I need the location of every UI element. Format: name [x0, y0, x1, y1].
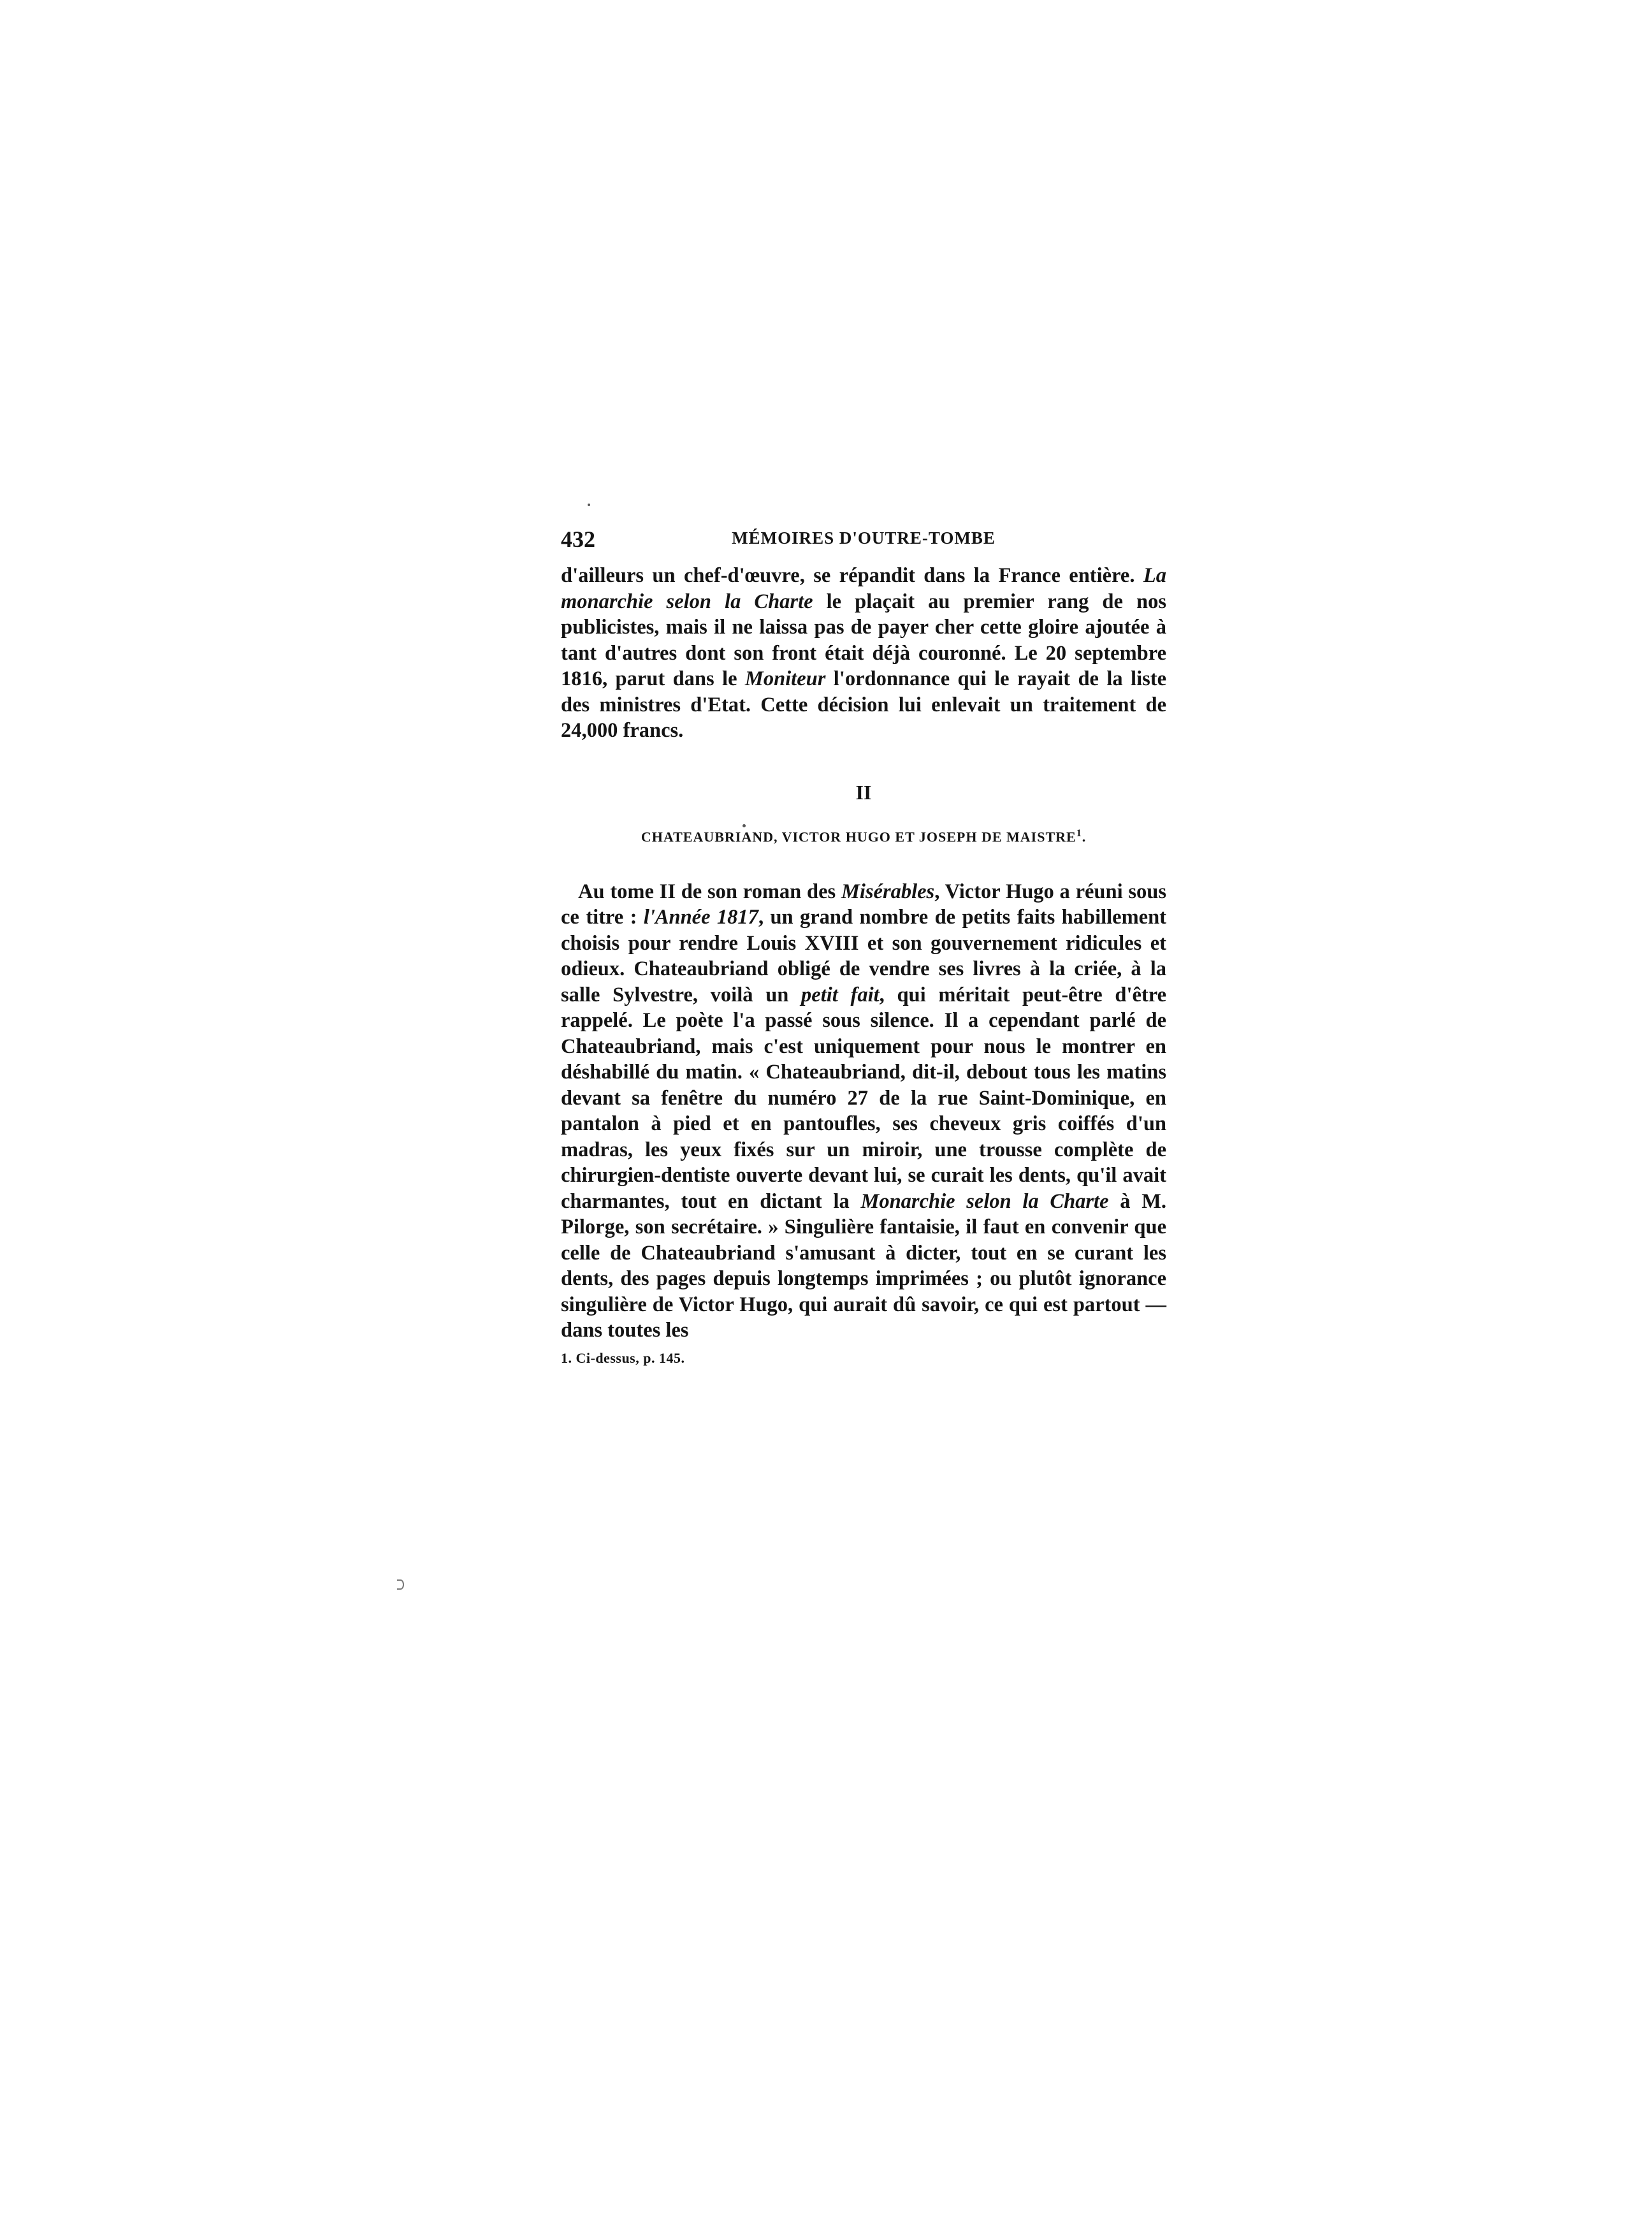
section-number: II [855, 780, 872, 804]
footnote: 1. Ci-dessus, p. 145. [561, 1349, 685, 1366]
running-title: MÉMOIRES D'OUTRE-TOMBE [732, 528, 996, 548]
continued-paragraph: d'ailleurs un chef-d'œuvre, se répandit dans la France entière. La monarchie selon la Charte le plaçait au premier rang de nos publicistes, mais il ne laissa pas de payer cher cette gloire ajoutée à tant d'autres dont son front était déjà couronné. Le 20 septembre 1816, parut dans le Moniteur l'ordonnance qui le rayait de la liste des ministres d'Etat. Cette décision lui enlevait un traitement de 24,000 francs. [561, 564, 1167, 742]
page-number: 432 [561, 526, 595, 552]
running-head [561, 526, 1166, 555]
italic-title: La monarchie selon la Charte [561, 564, 1166, 613]
section-title: CHATEAUBRIAND, VICTOR HUGO ET JOSEPH DE MAISTRE$^1$. [641, 827, 1087, 845]
footnote-marker: 1 [1076, 827, 1082, 839]
section-paragraph: Au tome II de son roman des Misérables, Victor Hugo a réuni sous ce titre : l'Année 1817, un grand nombre de petits faits habillement choisis pour rendre Louis XVIII et son gouvernement ridicules et odieux. Chateaubriand obligé de vendre ses livres à la criée, à la salle Sylvestre, voilà un petit fait, qui méritait peut-être d'être rappelé. Le poète l'a passé sous silence. Il a cependant parlé de Chateaubriand, mais c'est uniquement pour nous le montrer en déshabillé du matin. « Chateaubriand, dit-il, debout tous les matins devant sa fenêtre du numéro 27 de la rue Saint-Dominique, en pantalon à pied et en pantoufles, ses cheveux gris coiffés d'un madras, les yeux fixés sur un miroir, une trousse complète de chirurgien-dentiste ouverte devant lui, se curait les dents, qu'il avait charmantes, tout en dictant la Monarchie selon la Charte à M. Pilorge, son secrétaire. » Singulière fantaisie, il faut en convenir que celle de Chateaubriand s'amusant à dicter, tout en se curant les dents, des pages depuis longtemps imprimées ; ou plutôt ignorance singulière de Victor Hugo, qui aurait dû savoir, ce qui est partout — dans toutes les [561, 880, 1167, 1342]
italic-title: Moniteur [744, 667, 826, 690]
book-page [561, 526, 1166, 1367]
italic-title: Monarchie selon la Charte [860, 1189, 1109, 1213]
scan-speck [588, 504, 590, 506]
italic-phrase: petit fait [801, 983, 880, 1006]
scan-speck [397, 1579, 404, 1590]
italic-title: l'Année 1817 [643, 906, 758, 929]
italic-title: Misérables [841, 880, 935, 903]
